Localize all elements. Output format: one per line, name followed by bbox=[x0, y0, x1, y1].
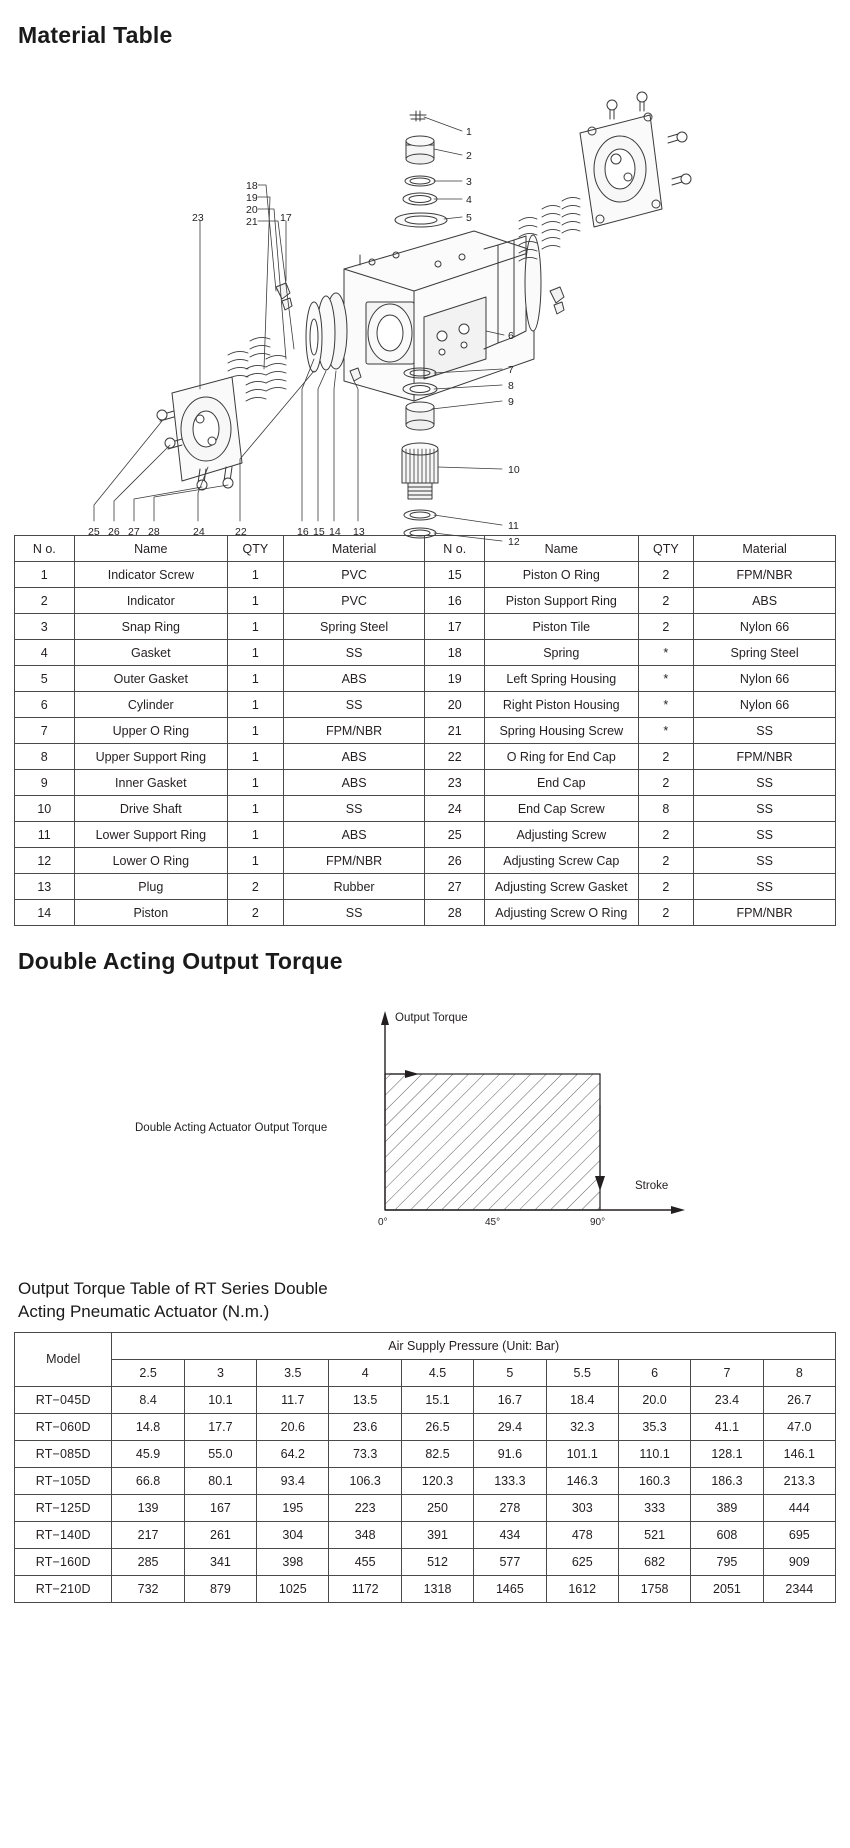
cell-torque: 73.3 bbox=[329, 1440, 401, 1467]
table-row bbox=[15, 562, 836, 588]
svg-text:18: 18 bbox=[246, 180, 258, 192]
cell-model: RT−140D bbox=[15, 1521, 112, 1548]
svg-text:1: 1 bbox=[466, 126, 472, 138]
cell-torque: 14.8 bbox=[112, 1413, 184, 1440]
chart-ylabel: Output Torque bbox=[395, 1012, 468, 1024]
th-qty-left: QTY bbox=[228, 536, 284, 562]
cell-name-left: Inner Gasket bbox=[74, 770, 228, 796]
cell-torque: 333 bbox=[618, 1494, 690, 1521]
cell-material-left: Spring Steel bbox=[283, 614, 425, 640]
cell-no-left: 7 bbox=[15, 718, 75, 744]
cell-material-left: SS bbox=[283, 692, 425, 718]
cell-torque: 2344 bbox=[763, 1575, 835, 1602]
cell-torque: 1172 bbox=[329, 1575, 401, 1602]
svg-text:20: 20 bbox=[246, 204, 258, 216]
cell-name-left: Drive Shaft bbox=[74, 796, 228, 822]
cell-name-right: Adjusting Screw Gasket bbox=[485, 874, 639, 900]
cell-no-left: 1 bbox=[15, 562, 75, 588]
cell-name-right: Piston O Ring bbox=[485, 562, 639, 588]
cell-torque: 18.4 bbox=[546, 1386, 618, 1413]
cell-no-left: 8 bbox=[15, 744, 75, 770]
cell-qty-right: 2 bbox=[638, 822, 694, 848]
cell-qty-right: 2 bbox=[638, 900, 694, 926]
cell-torque: 217 bbox=[112, 1521, 184, 1548]
cell-material-right: Nylon 66 bbox=[694, 614, 836, 640]
cell-model: RT−085D bbox=[15, 1440, 112, 1467]
cell-qty-left: 1 bbox=[228, 848, 284, 874]
cell-torque: 455 bbox=[329, 1548, 401, 1575]
th-material-left: Material bbox=[283, 536, 425, 562]
cell-torque: 139 bbox=[112, 1494, 184, 1521]
cell-no-left: 4 bbox=[15, 640, 75, 666]
cell-no-right: 25 bbox=[425, 822, 485, 848]
svg-text:8: 8 bbox=[508, 380, 514, 392]
cell-torque: 20.6 bbox=[257, 1413, 329, 1440]
cell-name-left: Indicator Screw bbox=[74, 562, 228, 588]
cell-torque: 608 bbox=[691, 1521, 763, 1548]
cell-torque: 304 bbox=[257, 1521, 329, 1548]
th-pressure-5: 5 bbox=[474, 1359, 546, 1386]
th-pressure-7: 7 bbox=[691, 1359, 763, 1386]
cell-material-right: FPM/NBR bbox=[694, 744, 836, 770]
cell-material-left: FPM/NBR bbox=[283, 848, 425, 874]
table-row bbox=[15, 692, 836, 718]
th-pressure-2.5: 2.5 bbox=[112, 1359, 184, 1386]
cell-qty-right: * bbox=[638, 718, 694, 744]
cell-no-right: 18 bbox=[425, 640, 485, 666]
cell-material-right: Spring Steel bbox=[694, 640, 836, 666]
cell-torque: 732 bbox=[112, 1575, 184, 1602]
cell-qty-left: 1 bbox=[228, 588, 284, 614]
chart-xtick-90: 90° bbox=[590, 1217, 606, 1228]
cell-no-right: 22 bbox=[425, 744, 485, 770]
th-pressure-8: 8 bbox=[763, 1359, 835, 1386]
cell-qty-right: * bbox=[638, 666, 694, 692]
cell-material-left: ABS bbox=[283, 770, 425, 796]
cell-name-left: Lower O Ring bbox=[74, 848, 228, 874]
cell-torque: 146.1 bbox=[763, 1440, 835, 1467]
cell-no-right: 20 bbox=[425, 692, 485, 718]
cell-name-left: Plug bbox=[74, 874, 228, 900]
chart-xtick-45: 45° bbox=[485, 1217, 501, 1228]
cell-torque: 285 bbox=[112, 1548, 184, 1575]
svg-text:7: 7 bbox=[508, 364, 514, 376]
cell-no-left: 11 bbox=[15, 822, 75, 848]
cell-qty-left: 1 bbox=[228, 718, 284, 744]
cell-torque: 278 bbox=[474, 1494, 546, 1521]
cell-qty-left: 1 bbox=[228, 796, 284, 822]
cell-name-right: Spring bbox=[485, 640, 639, 666]
cell-torque: 348 bbox=[329, 1521, 401, 1548]
cell-name-left: Cylinder bbox=[74, 692, 228, 718]
cell-torque: 110.1 bbox=[618, 1440, 690, 1467]
svg-text:13: 13 bbox=[353, 526, 365, 538]
cell-material-left: ABS bbox=[283, 744, 425, 770]
cell-material-right: Nylon 66 bbox=[694, 692, 836, 718]
cell-torque: 16.7 bbox=[474, 1386, 546, 1413]
cell-torque: 15.1 bbox=[401, 1386, 473, 1413]
cell-material-right: Nylon 66 bbox=[694, 666, 836, 692]
cell-no-left: 9 bbox=[15, 770, 75, 796]
th-pressure-5.5: 5.5 bbox=[546, 1359, 618, 1386]
cell-qty-right: 2 bbox=[638, 562, 694, 588]
cell-model: RT−105D bbox=[15, 1467, 112, 1494]
cell-torque: 133.3 bbox=[474, 1467, 546, 1494]
svg-text:10: 10 bbox=[508, 464, 520, 476]
cell-qty-left: 1 bbox=[228, 692, 284, 718]
cell-torque: 93.4 bbox=[257, 1467, 329, 1494]
th-name-left: Name bbox=[74, 536, 228, 562]
cell-no-right: 28 bbox=[425, 900, 485, 926]
cell-qty-right: 2 bbox=[638, 770, 694, 796]
cell-torque: 213.3 bbox=[763, 1467, 835, 1494]
cell-name-right: End Cap Screw bbox=[485, 796, 639, 822]
cell-torque: 20.0 bbox=[618, 1386, 690, 1413]
cell-qty-right: * bbox=[638, 692, 694, 718]
table-row bbox=[15, 588, 836, 614]
cell-name-right: Piston Support Ring bbox=[485, 588, 639, 614]
svg-text:27: 27 bbox=[128, 526, 140, 538]
table-row bbox=[15, 900, 836, 926]
cell-no-left: 5 bbox=[15, 666, 75, 692]
cell-torque: 23.4 bbox=[691, 1386, 763, 1413]
cell-name-right: End Cap bbox=[485, 770, 639, 796]
cell-torque: 341 bbox=[184, 1548, 256, 1575]
cell-material-left: ABS bbox=[283, 822, 425, 848]
th-no-left: N o. bbox=[15, 536, 75, 562]
cell-torque: 91.6 bbox=[474, 1440, 546, 1467]
table-row bbox=[15, 770, 836, 796]
cell-torque: 186.3 bbox=[691, 1467, 763, 1494]
cell-torque: 389 bbox=[691, 1494, 763, 1521]
cell-torque: 261 bbox=[184, 1521, 256, 1548]
cell-torque: 682 bbox=[618, 1548, 690, 1575]
cell-torque: 8.4 bbox=[112, 1386, 184, 1413]
cell-no-right: 16 bbox=[425, 588, 485, 614]
cell-name-right: Left Spring Housing bbox=[485, 666, 639, 692]
th-pressure-4: 4 bbox=[329, 1359, 401, 1386]
cell-qty-left: 1 bbox=[228, 666, 284, 692]
svg-text:2: 2 bbox=[466, 150, 472, 162]
cell-torque: 128.1 bbox=[691, 1440, 763, 1467]
cell-material-left: PVC bbox=[283, 588, 425, 614]
th-qty-right: QTY bbox=[638, 536, 694, 562]
cell-qty-left: 1 bbox=[228, 770, 284, 796]
cell-material-left: Rubber bbox=[283, 874, 425, 900]
svg-text:23: 23 bbox=[192, 212, 204, 224]
cell-no-right: 17 bbox=[425, 614, 485, 640]
cell-torque: 434 bbox=[474, 1521, 546, 1548]
cell-torque: 1465 bbox=[474, 1575, 546, 1602]
th-pressure-4.5: 4.5 bbox=[401, 1359, 473, 1386]
cell-torque: 1612 bbox=[546, 1575, 618, 1602]
cell-model: RT−160D bbox=[15, 1548, 112, 1575]
cell-torque: 82.5 bbox=[401, 1440, 473, 1467]
th-pressure-6: 6 bbox=[618, 1359, 690, 1386]
cell-torque: 398 bbox=[257, 1548, 329, 1575]
cell-name-left: Snap Ring bbox=[74, 614, 228, 640]
cell-model: RT−045D bbox=[15, 1386, 112, 1413]
cell-torque: 45.9 bbox=[112, 1440, 184, 1467]
cell-no-left: 10 bbox=[15, 796, 75, 822]
cell-model: RT−210D bbox=[15, 1575, 112, 1602]
cell-name-left: Upper Support Ring bbox=[74, 744, 228, 770]
cell-name-left: Lower Support Ring bbox=[74, 822, 228, 848]
cell-torque: 80.1 bbox=[184, 1467, 256, 1494]
cell-torque: 250 bbox=[401, 1494, 473, 1521]
cell-material-right: SS bbox=[694, 848, 836, 874]
cell-name-right: Spring Housing Screw bbox=[485, 718, 639, 744]
cell-material-right: FPM/NBR bbox=[694, 562, 836, 588]
table-row bbox=[15, 1440, 836, 1467]
svg-text:24: 24 bbox=[193, 526, 205, 538]
cell-torque: 55.0 bbox=[184, 1440, 256, 1467]
cell-material-right: SS bbox=[694, 796, 836, 822]
cell-no-right: 24 bbox=[425, 796, 485, 822]
table-row bbox=[15, 848, 836, 874]
cell-material-right: SS bbox=[694, 822, 836, 848]
th-material-right: Material bbox=[694, 536, 836, 562]
cell-model: RT−125D bbox=[15, 1494, 112, 1521]
cell-torque: 41.1 bbox=[691, 1413, 763, 1440]
table-row bbox=[15, 1521, 836, 1548]
th-air-supply-pressure: Air Supply Pressure (Unit: Bar) bbox=[112, 1332, 836, 1359]
cell-qty-left: 2 bbox=[228, 900, 284, 926]
cell-no-left: 6 bbox=[15, 692, 75, 718]
cell-qty-right: 2 bbox=[638, 744, 694, 770]
material-table bbox=[14, 535, 836, 926]
cell-torque: 10.1 bbox=[184, 1386, 256, 1413]
table-row bbox=[15, 1494, 836, 1521]
cell-torque: 909 bbox=[763, 1548, 835, 1575]
cell-no-left: 12 bbox=[15, 848, 75, 874]
cell-torque: 26.7 bbox=[763, 1386, 835, 1413]
cell-torque: 1025 bbox=[257, 1575, 329, 1602]
cell-torque: 1318 bbox=[401, 1575, 473, 1602]
table-row bbox=[15, 796, 836, 822]
page-title-double-acting-torque: Double Acting Output Torque bbox=[18, 948, 343, 974]
th-pressure-3.5: 3.5 bbox=[257, 1359, 329, 1386]
cell-torque: 478 bbox=[546, 1521, 618, 1548]
cell-torque: 29.4 bbox=[474, 1413, 546, 1440]
cell-name-right: O Ring for End Cap bbox=[485, 744, 639, 770]
svg-text:3: 3 bbox=[466, 176, 472, 188]
cell-qty-left: 1 bbox=[228, 562, 284, 588]
table-row bbox=[15, 1575, 836, 1602]
cell-qty-left: 1 bbox=[228, 822, 284, 848]
chart-xtick-0: 0° bbox=[378, 1217, 388, 1228]
cell-torque: 577 bbox=[474, 1548, 546, 1575]
cell-torque: 879 bbox=[184, 1575, 256, 1602]
cell-model: RT−060D bbox=[15, 1413, 112, 1440]
table-row bbox=[15, 614, 836, 640]
cell-torque: 167 bbox=[184, 1494, 256, 1521]
cell-torque: 64.2 bbox=[257, 1440, 329, 1467]
table-row bbox=[15, 718, 836, 744]
svg-text:6: 6 bbox=[508, 330, 514, 342]
cell-name-left: Gasket bbox=[74, 640, 228, 666]
cell-material-right: FPM/NBR bbox=[694, 900, 836, 926]
cell-material-right: SS bbox=[694, 718, 836, 744]
output-torque-title-line1: Output Torque Table of RT Series Double bbox=[18, 1279, 328, 1298]
chart-series-label: Double Acting Actuator Output Torque bbox=[135, 1122, 328, 1134]
svg-text:11: 11 bbox=[508, 520, 519, 532]
cell-material-left: PVC bbox=[283, 562, 425, 588]
svg-text:21: 21 bbox=[246, 216, 258, 228]
cell-name-left: Piston bbox=[74, 900, 228, 926]
svg-text:22: 22 bbox=[235, 526, 247, 538]
cell-torque: 101.1 bbox=[546, 1440, 618, 1467]
table-row bbox=[15, 1386, 836, 1413]
svg-text:26: 26 bbox=[108, 526, 120, 538]
cell-no-left: 14 bbox=[15, 900, 75, 926]
cell-torque: 17.7 bbox=[184, 1413, 256, 1440]
svg-text:5: 5 bbox=[466, 212, 472, 224]
output-torque-table-title bbox=[18, 1278, 836, 1324]
svg-text:12: 12 bbox=[508, 536, 520, 548]
cell-material-left: SS bbox=[283, 640, 425, 666]
cell-no-right: 26 bbox=[425, 848, 485, 874]
svg-text:17: 17 bbox=[280, 212, 292, 224]
svg-text:28: 28 bbox=[148, 526, 160, 538]
cell-no-right: 15 bbox=[425, 562, 485, 588]
page-title-material-table: Material Table bbox=[18, 22, 173, 48]
cell-name-right: Right Piston Housing bbox=[485, 692, 639, 718]
cell-torque: 120.3 bbox=[401, 1467, 473, 1494]
cell-material-left: FPM/NBR bbox=[283, 718, 425, 744]
cell-name-right: Adjusting Screw O Ring bbox=[485, 900, 639, 926]
cell-torque: 521 bbox=[618, 1521, 690, 1548]
cell-no-right: 21 bbox=[425, 718, 485, 744]
th-name-right: Name bbox=[485, 536, 639, 562]
cell-torque: 146.3 bbox=[546, 1467, 618, 1494]
cell-torque: 66.8 bbox=[112, 1467, 184, 1494]
cell-no-right: 19 bbox=[425, 666, 485, 692]
table-row bbox=[15, 1413, 836, 1440]
svg-text:9: 9 bbox=[508, 396, 514, 408]
cell-torque: 23.6 bbox=[329, 1413, 401, 1440]
th-model: Model bbox=[15, 1332, 112, 1386]
cell-no-left: 2 bbox=[15, 588, 75, 614]
cell-no-left: 3 bbox=[15, 614, 75, 640]
table-row bbox=[15, 1548, 836, 1575]
th-no-right: N o. bbox=[425, 536, 485, 562]
svg-text:14: 14 bbox=[329, 526, 341, 538]
svg-text:15: 15 bbox=[313, 526, 325, 538]
cell-name-right: Adjusting Screw bbox=[485, 822, 639, 848]
cell-torque: 13.5 bbox=[329, 1386, 401, 1413]
exploded-view-diagram bbox=[14, 59, 836, 548]
table-row bbox=[15, 1467, 836, 1494]
cell-name-left: Indicator bbox=[74, 588, 228, 614]
cell-torque: 391 bbox=[401, 1521, 473, 1548]
table-row bbox=[15, 640, 836, 666]
cell-qty-left: 1 bbox=[228, 640, 284, 666]
cell-torque: 106.3 bbox=[329, 1467, 401, 1494]
document-page bbox=[0, 22, 850, 1848]
cell-torque: 1758 bbox=[618, 1575, 690, 1602]
cell-torque: 223 bbox=[329, 1494, 401, 1521]
table-row bbox=[15, 874, 836, 900]
cell-qty-right: 2 bbox=[638, 848, 694, 874]
cell-material-right: ABS bbox=[694, 588, 836, 614]
cell-torque: 795 bbox=[691, 1548, 763, 1575]
cell-qty-left: 2 bbox=[228, 874, 284, 900]
svg-text:19: 19 bbox=[246, 192, 258, 204]
cell-qty-right: 2 bbox=[638, 614, 694, 640]
cell-torque: 47.0 bbox=[763, 1413, 835, 1440]
cell-no-right: 23 bbox=[425, 770, 485, 796]
cell-torque: 2051 bbox=[691, 1575, 763, 1602]
cell-qty-left: 1 bbox=[228, 614, 284, 640]
cell-material-right: SS bbox=[694, 874, 836, 900]
cell-torque: 695 bbox=[763, 1521, 835, 1548]
cell-torque: 195 bbox=[257, 1494, 329, 1521]
cell-torque: 625 bbox=[546, 1548, 618, 1575]
th-pressure-3: 3 bbox=[184, 1359, 256, 1386]
cell-name-left: Outer Gasket bbox=[74, 666, 228, 692]
output-torque-table bbox=[14, 1332, 836, 1603]
table-row bbox=[15, 822, 836, 848]
cell-no-left: 13 bbox=[15, 874, 75, 900]
cell-torque: 26.5 bbox=[401, 1413, 473, 1440]
cell-qty-right: 2 bbox=[638, 588, 694, 614]
cell-name-left: Upper O Ring bbox=[74, 718, 228, 744]
cell-material-right: SS bbox=[694, 770, 836, 796]
cell-material-left: ABS bbox=[283, 666, 425, 692]
cell-qty-right: * bbox=[638, 640, 694, 666]
cell-qty-right: 2 bbox=[638, 874, 694, 900]
cell-material-left: SS bbox=[283, 796, 425, 822]
cell-no-right: 27 bbox=[425, 874, 485, 900]
table-row bbox=[15, 744, 836, 770]
torque-header-row-2 bbox=[15, 1359, 836, 1386]
cell-torque: 512 bbox=[401, 1548, 473, 1575]
cell-torque: 160.3 bbox=[618, 1467, 690, 1494]
chart-xlabel: Stroke bbox=[635, 1180, 669, 1192]
table-header-row bbox=[15, 536, 836, 562]
cell-qty-left: 1 bbox=[228, 744, 284, 770]
cell-qty-right: 8 bbox=[638, 796, 694, 822]
svg-text:4: 4 bbox=[466, 194, 472, 206]
table-row bbox=[15, 666, 836, 692]
cell-name-right: Piston Tile bbox=[485, 614, 639, 640]
cell-torque: 35.3 bbox=[618, 1413, 690, 1440]
cell-torque: 11.7 bbox=[257, 1386, 329, 1413]
cell-material-left: SS bbox=[283, 900, 425, 926]
cell-torque: 444 bbox=[763, 1494, 835, 1521]
cell-torque: 303 bbox=[546, 1494, 618, 1521]
cell-name-right: Adjusting Screw Cap bbox=[485, 848, 639, 874]
svg-text:16: 16 bbox=[297, 526, 309, 538]
double-acting-torque-chart bbox=[14, 985, 836, 1260]
output-torque-title-line2: Acting Pneumatic Actuator (N.m.) bbox=[18, 1301, 270, 1321]
svg-text:25: 25 bbox=[88, 526, 100, 538]
cell-torque: 32.3 bbox=[546, 1413, 618, 1440]
torque-header-row-1 bbox=[15, 1332, 836, 1359]
